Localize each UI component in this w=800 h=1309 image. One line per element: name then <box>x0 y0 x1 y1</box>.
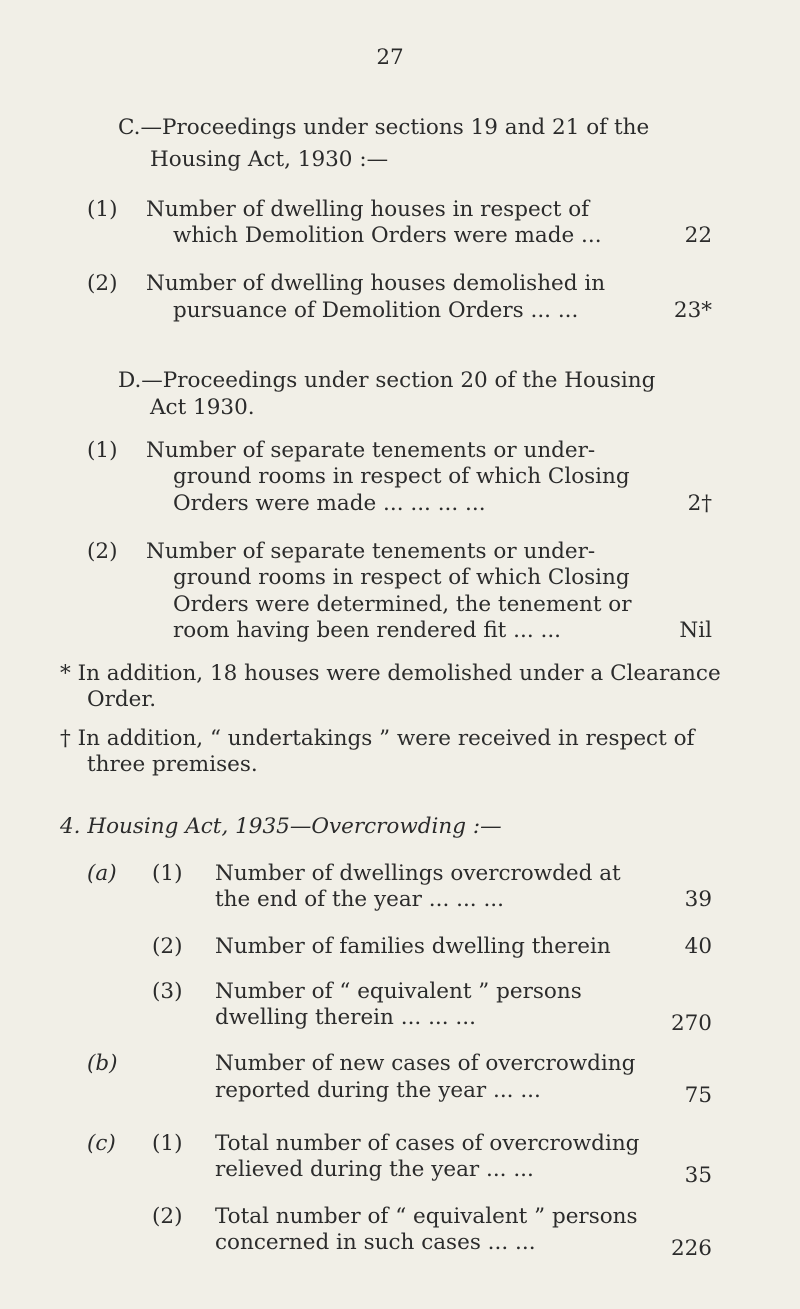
section-d-heading-line2: Act 1930. <box>150 395 255 420</box>
c-item-1-value: 22 <box>684 223 712 248</box>
section-4-heading: 4. Housing Act, 1935—Overcrowding :— <box>60 814 502 839</box>
s4-a1-line1: Number of dwellings overcrowded at <box>215 861 621 886</box>
c-item-1-marker: (1) <box>87 197 118 222</box>
c-item-2-line1: Number of dwelling houses demolished in <box>146 271 606 296</box>
s4-c1-line2: relieved during the year ... ... <box>215 1157 534 1182</box>
d-item-2-value: Nil <box>679 618 712 643</box>
c-item-2-line2: pursuance of Demolition Orders ... ... <box>173 298 579 323</box>
d-item-1-line2: ground rooms in respect of which Closing <box>173 464 630 489</box>
footnote-dagger-line2: three premises. <box>87 752 258 777</box>
s4-c2-value: 226 <box>670 1236 712 1261</box>
s4-a1-marker: (1) <box>152 861 183 886</box>
d-item-2-line2: ground rooms in respect of which Closing <box>173 565 630 590</box>
d-item-2-marker: (2) <box>87 539 118 564</box>
s4-group-c: (c) <box>87 1131 116 1156</box>
s4-a3-marker: (3) <box>152 979 183 1004</box>
s4-c1-line1: Total number of cases of overcrowding <box>215 1131 640 1156</box>
d-item-2-line3: Orders were determined, the tenement or <box>173 592 632 617</box>
s4-a2-line1: Number of families dwelling therein <box>215 934 611 959</box>
s4-b-line1: Number of new cases of overcrowding <box>215 1051 636 1076</box>
s4-a3-line1: Number of “ equivalent ” persons <box>215 979 582 1004</box>
s4-c1-value: 35 <box>684 1163 712 1188</box>
s4-c1-marker: (1) <box>152 1131 183 1156</box>
s4-b-value: 75 <box>684 1083 712 1108</box>
s4-c2-line1: Total number of “ equivalent ” persons <box>215 1204 638 1229</box>
c-item-2-value: 23* <box>673 298 712 323</box>
section-c-heading-line2: Housing Act, 1930 :— <box>150 147 389 172</box>
d-item-2-line4: room having been rendered fit ... ... <box>173 618 561 643</box>
s4-group-b: (b) <box>87 1051 118 1076</box>
section-c-heading-line1: C.—Proceedings under sections 19 and 21 of the <box>118 115 650 140</box>
s4-group-a: (a) <box>87 861 117 886</box>
page-number: 27 <box>376 45 404 70</box>
d-item-1-value: 2† <box>687 491 712 516</box>
section-d-heading-line1: D.—Proceedings under section 20 of the Housing <box>118 368 656 393</box>
s4-a2-value: 40 <box>684 934 712 959</box>
s4-c2-marker: (2) <box>152 1204 183 1229</box>
c-item-1-line2: which Demolition Orders were made ... <box>173 223 602 248</box>
d-item-1-line3: Orders were made ... ... ... ... <box>173 491 486 516</box>
s4-a2-marker: (2) <box>152 934 183 959</box>
footnote-asterisk-line1: * In addition, 18 houses were demolished under a Clearance <box>60 661 721 686</box>
d-item-2-line1: Number of separate tenements or under- <box>146 539 596 564</box>
s4-b-line2: reported during the year ... ... <box>215 1078 541 1103</box>
d-item-1-marker: (1) <box>87 438 118 463</box>
footnote-dagger-line1: † In addition, “ undertakings ” were received in respect of <box>60 726 695 751</box>
s4-a3-value: 270 <box>670 1011 712 1036</box>
c-item-2-marker: (2) <box>87 271 118 296</box>
s4-a3-line2: dwelling therein ... ... ... <box>215 1005 476 1030</box>
s4-a1-line2: the end of the year ... ... ... <box>215 887 504 912</box>
s4-c2-line2: concerned in such cases ... ... <box>215 1230 536 1255</box>
s4-a1-value: 39 <box>684 887 712 912</box>
footnote-asterisk-line2: Order. <box>87 687 157 712</box>
d-item-1-line1: Number of separate tenements or under- <box>146 438 596 463</box>
c-item-1-line1: Number of dwelling houses in respect of <box>146 197 590 222</box>
